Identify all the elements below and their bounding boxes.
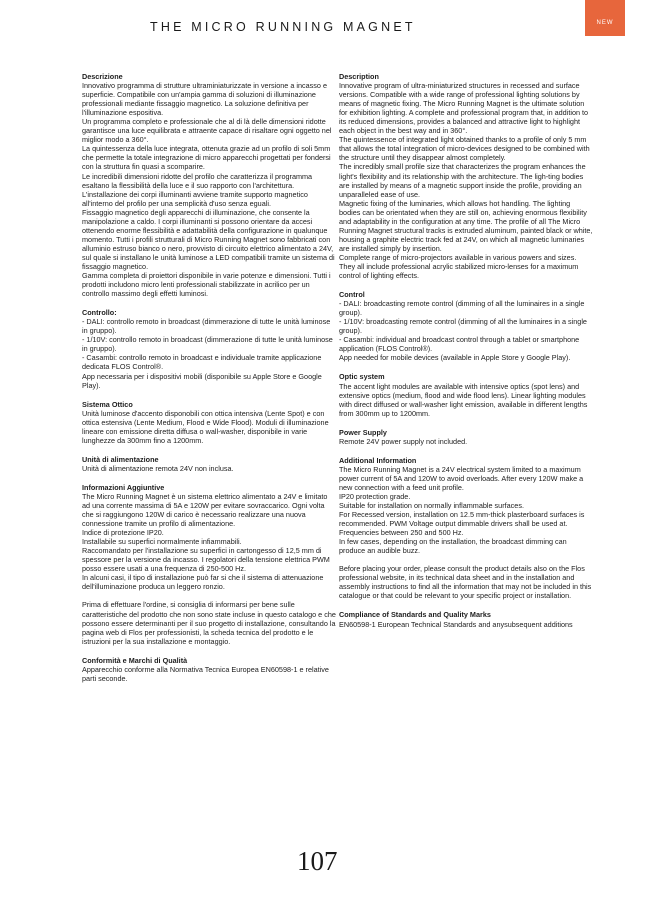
italian-column <box>82 72 336 693</box>
section-heading: Optic system <box>339 372 385 382</box>
paragraph: Fissaggio magnetico degli apparecchi di illuminazione, che consente la manipolazione a caldo. I corpi illuminanti si possono orientare da accesi ottenendo enorme flessibilità e adattabilità della configurazione in qualunque momento. Tutti i profili strutturali di Micro Running Magnet sono fabbricati con alluminio estruso bianco o nero, provvisto di circuito elettrico alimentato a 24V, sul quale si installano le unità luminose a LED compatibili tramite un sistema di fissaggio magnetico. <box>82 207 335 271</box>
paragraph: Suitable for installation on normally inflammable surfaces. <box>339 501 524 511</box>
section-heading: Conformità e Marchi di Qualità <box>82 655 188 665</box>
paragraph: In alcuni casi, il tipo di installazione può far si che il sistema di attenuazione dell'illuminazione produca un leggero ronzio. <box>82 573 324 592</box>
section-heading: Additional Information <box>339 455 417 465</box>
order-note: Prima di effettuare l'ordine, si consiglia di informarsi per bene sulle caratteristiche del prodotto che non sono state incluse in questo catalogo e che possono essere determinanti per il suo progetto di installazione, consultando la pagina web di Flos per professionisti, la scheda tecnica del prodotto e le istruzioni per la sua installazione e montaggio. <box>82 600 336 646</box>
section-heading: Informazioni Aggiuntive <box>82 482 165 492</box>
page-number: 107 <box>297 846 338 876</box>
paragraph: - DALI: controllo remoto in broadcast (dimmerazione di tutte le unità luminose in gruppo). <box>82 317 331 336</box>
paragraph: The Micro Running Magnet è un sistema elettrico alimentato a 24V e limitato ad una corrente massima di 5A e 120W per evitare sovraccarico. Ogni volta che si raggiungono 120W di carico è necessario realizzare una nuova connessione tramite un profilo di alimentazione. <box>82 491 328 529</box>
additional-section-en <box>339 456 593 601</box>
compliance-section-en <box>339 610 593 628</box>
paragraph: App needed for mobile devices (available in Apple Store y Google Play). <box>339 353 571 363</box>
description-section-en <box>339 72 593 280</box>
paragraph: The accent light modules are available with intensive optics (spot lens) and extensive optics (medium, flood and wide flood lens). Linear lighting modules with direct diffused or wall-washer light emission, available in different lengths from 300mm up to 1200mm. <box>339 381 588 418</box>
paragraph: The quintessence of integrated light obtained thanks to a profile of only 5 mm that allows the total integration of micro-devices designed to be combined with the structure until they disappear almost completely. <box>339 135 590 163</box>
paragraph: Indice di protezione IP20. <box>82 528 164 538</box>
paragraph: IP20 protection grade. <box>339 491 411 501</box>
description-section-it <box>82 72 336 298</box>
paragraph: Remote 24V power supply not included. <box>339 436 468 446</box>
paragraph: App necessaria per i dispositivi mobili (disponibile su Apple Store e Google Play). <box>82 371 322 390</box>
additional-section-it <box>82 483 336 646</box>
paragraph: For Recessed version, installation on 12.5 mm-thick plasterboard surfaces is recommended. PWM Voltage output dimmable drivers shall be used at. Frequencies between 250 and 500 Hz. <box>339 510 585 538</box>
control-section-en <box>339 290 593 362</box>
power-section-en <box>339 428 593 446</box>
paragraph: - 1/10V: controllo remoto in broadcast (dimmerazione di tutte le unità luminose in gruppo). <box>82 335 333 354</box>
english-column <box>339 72 593 639</box>
paragraph: The incredibly small profile size that characterizes the program enhances the light's flexibility and its relationship with the architecture. The ligh-ting bodies are installed by means of a magnetic support inside the profile, providing an unparalleled ease of use. <box>339 162 586 199</box>
control-section-it <box>82 308 336 389</box>
section-heading: Control <box>339 290 365 300</box>
section-heading: Descrizione <box>82 72 123 81</box>
section-heading: Unità di alimentazione <box>82 454 159 464</box>
paragraph: - DALI: broadcasting remote control (dimming of all the luminaires in a single group). <box>339 299 585 318</box>
optics-section-it <box>82 400 336 445</box>
paragraph: Installabile su superfici normalmente infiammabili. <box>82 537 242 547</box>
paragraph: The Micro Running Magnet is a 24V electrical system limited to a maximum power current of 5A and 120W to avoid overloads. After every 120W make a new connection with a feed unit profile. <box>339 464 584 492</box>
paragraph: Unità di alimentazione remota 24V non inclusa. <box>82 463 234 473</box>
paragraph: - Casambi: individual and broadcast control through a tablet or smartphone application (FLOS Control®). <box>339 335 580 354</box>
paragraph: Gamma completa di proiettori disponibile in varie potenze e dimensioni. Tutti i prodotti includono micro lenti professionali stabilizzate in acrilico per un controllo massimo degli effetti luminosi. <box>82 271 331 299</box>
paragraph: EN60598-1 European Technical Standards and anysubsequent additions <box>339 619 573 629</box>
optics-section-en <box>339 372 593 417</box>
compliance-section-it <box>82 656 336 683</box>
paragraph: Complete range of micro-projectors available in various powers and sizes. They all include professional acrylic stabilized micro-lenses for a maximum control of lighting effects. <box>339 252 579 281</box>
section-heading: Controllo: <box>82 308 117 318</box>
paragraph: Le incredibili dimensioni ridotte del profilo che caratterizza il programma esaltano la flessibilità della luce e il suo rapporto con l'architettura. L'installazione dei corpi illuminanti avviene tramite supporto magnetico all'interno del profilo per una semplicità d'uso senza eguali. <box>82 171 313 208</box>
paragraph: - 1/10V: broadcasting remote control (dimming of all the luminaires in a single group). <box>339 317 587 336</box>
paragraph: - Casambi: controllo remoto in broadcast e individuale tramite applicazione dedicata FLOS Control®. <box>82 353 322 372</box>
new-badge: NEW <box>585 0 625 36</box>
paragraph: Apparecchio conforme alla Normativa Tecnica Europea EN60598-1 e relative parti seconde. <box>82 664 329 683</box>
paragraph: La quintessenza della luce integrata, ottenuta grazie ad un profilo di soli 5mm che permette la totale integrazione di micro apparecchi progettati per fondersi con la struttura fin quasi a scomparire. <box>82 144 331 172</box>
paragraph: Innovative program of ultra-miniaturized structures in recessed and surface versions. Compatible with a wide range of professional lighting solutions by means of magnetic fixing. The Micro Running Magnet is the ultimate solution for exhibition lighting. A complete and professional program that, in addition to its reduced dimensions, provides a balanced and attractive light to highlight each object in the best way and in 360°. <box>339 81 589 136</box>
section-heading: Description <box>339 72 379 81</box>
paragraph: Un programma completo e professionale che al di là delle dimensioni ridotte garantisce una luce equilibrata e attraente capace di risaltare ogni oggetto nel miglior modo a 360°. <box>82 117 332 145</box>
page-header-title: THE MICRO RUNNING MAGNET <box>150 20 416 34</box>
paragraph: Unità luminose d'accento disponobili con ottica intensiva (Lente Spot) e con ottica estensiva (Lente Medium, Flood e Wide Flood). Moduli di illuminazione lineare con emissione diretta diffusa o wall-washer, disponibile in varie lunghezze da 300mm fino a 1200mm. <box>82 408 329 445</box>
power-section-it <box>82 455 336 473</box>
section-heading: Compliance of Standards and Quality Marks <box>339 610 491 620</box>
paragraph: Magnetic fixing of the luminaries, which allows hot handling. The lighting bodies can be orientated when they are still on, achieving enormous flexibility and adaptability in the configuration at any time. The profile of all The Micro Running Magnet structural tracks is extruded aluminum, painted black or white, housing a graphite electric track fed at 24V, on which all magnetic luminaries are installed simply by insertion. <box>339 198 593 253</box>
order-note: Before placing your order, please consult the product details also on the Flos professional website, in its technical data sheet and in the installation and assembly instructions to find all the information that may not be included in this catalogue or that could be relevant to your specific project or installation. <box>339 564 592 601</box>
section-heading: Sistema Ottico <box>82 399 133 409</box>
paragraph: Innovativo programma di strutture ultraminiaturizzate in versione a incasso e superficie. Compatibile con un'ampia gamma di soluzioni di illuminazione professionali mediante fissaggio magnetico. La soluzione definitiva per l'illuminazione espositiva. <box>82 81 328 118</box>
paragraph: In few cases, depending on the installation, the broadcast dimming can produce an audible buzz. <box>339 537 567 556</box>
paragraph: Raccomandato per l'installazione su superfici in cartongesso di 12,5 mm di spessore per la versione da incasso. I regolatori della tensione elettrica PWM posso essere usati a una frequenza di 250-500 Hz. <box>82 546 330 574</box>
section-heading: Power Supply <box>339 427 387 437</box>
